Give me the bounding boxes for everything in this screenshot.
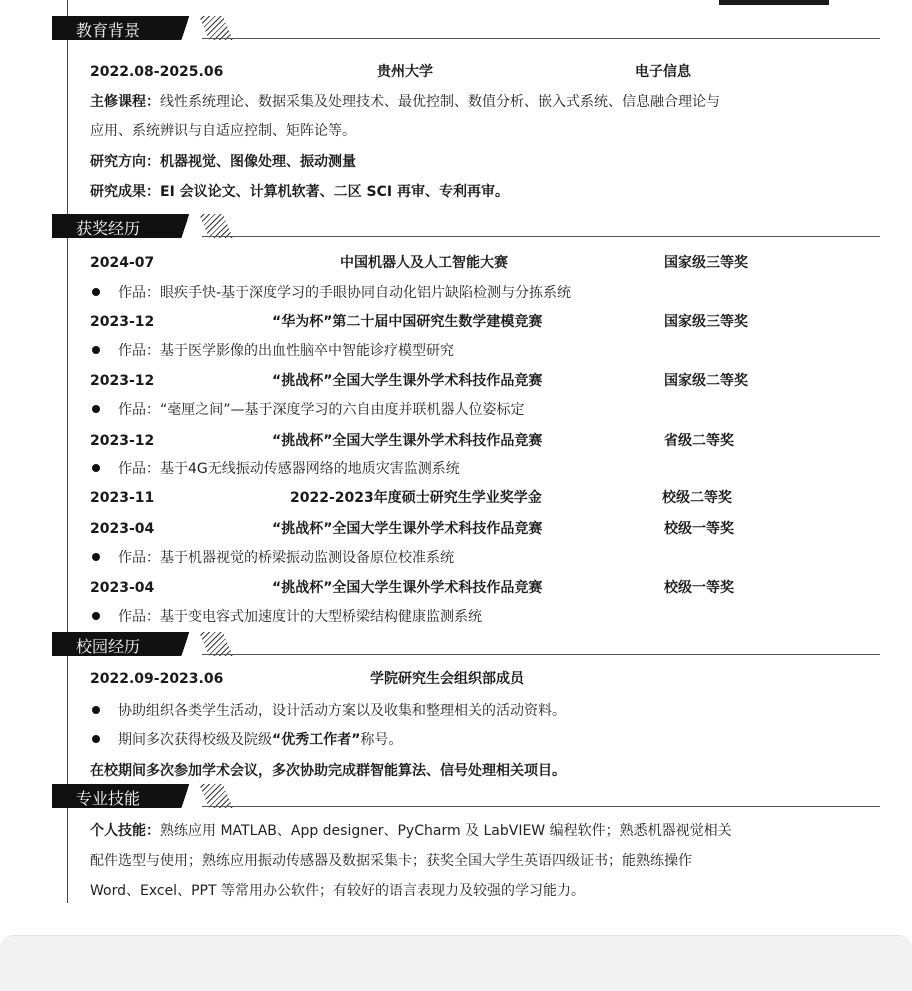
campus-role: 学院研究生会组织部成员 — [370, 671, 524, 687]
campus-bullet — [92, 729, 402, 751]
research-direction — [90, 151, 356, 173]
award-row — [0, 370, 912, 392]
education-school: 贵州大学 — [377, 64, 433, 80]
award-work — [92, 399, 525, 421]
section-header-education — [52, 16, 880, 40]
section-title: 校园经历 — [76, 637, 141, 656]
top-dark-block — [719, 0, 829, 5]
section-header-awards — [52, 214, 880, 238]
bottom-panel — [0, 935, 912, 991]
bullet-dot — [92, 346, 100, 354]
award-name: “挑战杯”全国大学生课外学术科技作品竞赛 — [272, 373, 543, 389]
campus-bullet-emphasis: “优秀工作者” — [272, 732, 361, 748]
section-tab — [52, 784, 202, 808]
bullet-dot — [92, 288, 100, 296]
award-work — [92, 282, 571, 304]
results-label: 研究成果： — [90, 184, 160, 200]
campus-row — [90, 668, 870, 690]
skills-line-3: Word、Excel、PPT 等常用办公软件；有较好的语言表现力及较强的学习能力。 — [90, 883, 585, 899]
award-work — [92, 458, 460, 480]
award-name: “挑战杯”全国大学生课外学术科技作品竞赛 — [272, 433, 543, 449]
campus-bullet — [92, 700, 566, 722]
award-work-text: 作品：眼疾手快-基于深度学习的手眼协同自动化铝片缺陷检测与分拣系统 — [118, 285, 572, 301]
education-date: 2022.08-2025.06 — [90, 64, 224, 80]
award-row — [0, 430, 912, 452]
award-name: “挑战杯”全国大学生课外学术科技作品竞赛 — [272, 580, 543, 596]
campus-summary: 在校期间多次参加学术会议，多次协助完成群智能算法、信号处理相关项目。 — [90, 763, 566, 779]
award-level: 省级二等奖 — [664, 433, 734, 449]
award-level: 国家级三等奖 — [664, 255, 748, 271]
award-level: 校级一等奖 — [664, 580, 734, 596]
courses-line-2: 应用、系统辨识与自适应控制、矩阵论等。 — [90, 123, 356, 139]
results-text: EI 会议论文、计算机软著、二区 SCI 再审、专利再审。 — [160, 184, 509, 200]
bullet-dot — [92, 706, 100, 714]
bullet-dot — [92, 612, 100, 620]
section-stripes — [199, 632, 233, 656]
award-work — [92, 340, 454, 362]
award-date: 2023-04 — [90, 521, 155, 537]
award-work — [92, 547, 454, 569]
award-date: 2023-11 — [90, 490, 155, 506]
section-rule — [202, 654, 880, 655]
bullet-dot — [92, 735, 100, 743]
section-title: 获奖经历 — [76, 219, 141, 238]
award-work-text: 作品：基于机器视觉的桥梁振动监测设备原位校准系统 — [118, 550, 454, 566]
award-work — [92, 606, 482, 628]
campus-bullet-text: 期间多次获得校级及院级 — [118, 732, 272, 748]
award-work-text: 作品：“毫厘之间”—基于深度学习的六自由度并联机器人位姿标定 — [118, 402, 525, 418]
campus-bullet-text: 称号。 — [360, 732, 403, 748]
section-title: 教育背景 — [76, 21, 141, 40]
section-rule — [202, 38, 880, 39]
award-row — [0, 487, 912, 509]
skills-label: 个人技能： — [90, 823, 160, 839]
award-row — [0, 311, 912, 333]
courses-label: 主修课程： — [90, 94, 160, 110]
award-name: “华为杯”第二十届中国研究生数学建模竞赛 — [272, 314, 543, 330]
courses-text: 线性系统理论、数据采集及处理技术、最优控制、数值分析、嵌入式系统、信息融合理论与 — [160, 94, 720, 110]
section-header-skills — [52, 784, 880, 808]
award-work-text: 作品：基于变电容式加速度计的大型桥梁结构健康监测系统 — [118, 609, 482, 625]
award-level: 校级一等奖 — [664, 521, 734, 537]
award-date: 2023-12 — [90, 433, 155, 449]
section-rule — [202, 236, 880, 237]
award-date: 2023-04 — [90, 580, 155, 596]
section-stripes — [199, 784, 233, 808]
bullet-dot — [92, 553, 100, 561]
award-level: 国家级二等奖 — [664, 373, 748, 389]
bullet-dot — [92, 464, 100, 472]
education-row — [90, 61, 870, 83]
award-work-text: 作品：基于4G无线振动传感器网络的地质灾害监测系统 — [118, 461, 460, 477]
campus-bullet-text: 协助组织各类学生活动，设计活动方案以及收集和整理相关的活动资料。 — [118, 703, 566, 719]
section-title: 专业技能 — [76, 789, 141, 808]
education-major: 电子信息 — [635, 64, 691, 80]
award-level: 校级二等奖 — [662, 490, 732, 506]
section-stripes — [199, 16, 233, 40]
section-tab — [52, 214, 202, 238]
section-tab — [52, 632, 202, 656]
section-tab — [52, 16, 202, 40]
campus-date: 2022.09-2023.06 — [90, 671, 224, 687]
bullet-dot — [92, 405, 100, 413]
award-row — [0, 518, 912, 540]
award-date: 2023-12 — [90, 314, 155, 330]
section-rule — [202, 806, 880, 807]
section-header-campus — [52, 632, 880, 656]
section-stripes — [199, 214, 233, 238]
skills-text: 熟练应用 MATLAB、App designer、PyCharm 及 LabVIEW 编程软件；熟悉机器视觉相关 — [160, 823, 732, 839]
award-work-text: 作品：基于医学影像的出血性脑卒中智能诊疗模型研究 — [118, 343, 454, 359]
skills-paragraph — [90, 816, 870, 906]
skills-line-2: 配件选型与使用；熟练应用振动传感器及数据采集卡；获奖全国大学生英语四级证书；能熟练操作 — [90, 853, 692, 869]
courses-line-1 — [90, 91, 720, 113]
research-results — [90, 181, 509, 203]
direction-label: 研究方向： — [90, 154, 160, 170]
award-name: “挑战杯”全国大学生课外学术科技作品竞赛 — [272, 521, 543, 537]
skills-line-1 — [90, 816, 870, 846]
award-level: 国家级三等奖 — [664, 314, 748, 330]
award-name: 中国机器人及人工智能大赛 — [340, 255, 508, 271]
award-row — [0, 252, 912, 274]
award-date: 2024-07 — [90, 255, 155, 271]
award-row — [0, 577, 912, 599]
award-name: 2022-2023年度硕士研究生学业奖学金 — [290, 490, 542, 506]
award-date: 2023-12 — [90, 373, 155, 389]
direction-text: 机器视觉、图像处理、振动测量 — [160, 154, 356, 170]
